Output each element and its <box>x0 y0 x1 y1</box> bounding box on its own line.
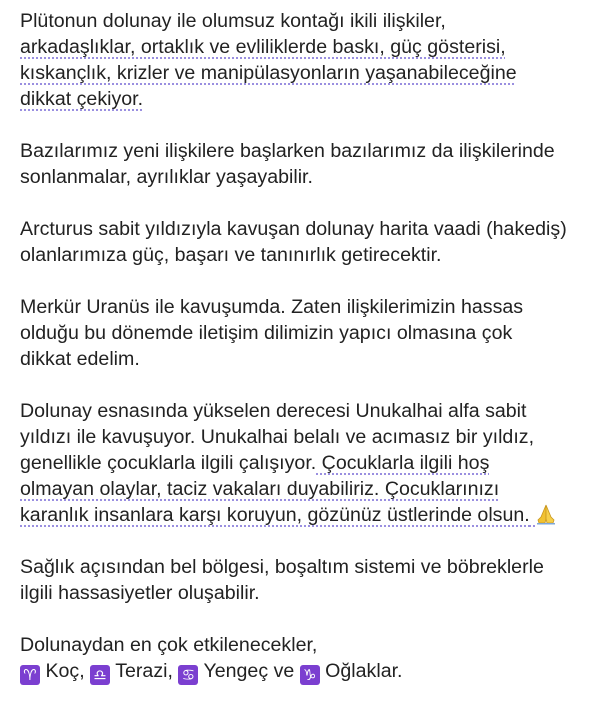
text-line: olmayan olaylar, taciz vakaları duyabiliriz. Çocuklarınızı <box>20 478 500 500</box>
paragraph-pluto <box>20 8 590 112</box>
text-line: ilgili hassasiyetler oluşabilir. <box>20 582 260 604</box>
text-line: sonlanmalar, ayrılıklar yaşayabilir. <box>20 166 313 188</box>
sign-label: Oğlaklar. <box>319 660 403 682</box>
text-line: kıskançlık, krizler ve manipülasyonların yaşanabileceğine <box>20 62 517 84</box>
text-line: Bazılarımız yeni ilişkilere başlarken bazılarımız da ilişkilerinde <box>20 140 555 162</box>
text-line: olduğu bu dönemde iletişim dilimizin yapıcı olmasına çok <box>20 322 513 344</box>
paragraph-relationships <box>20 138 590 190</box>
text-line: Merkür Uranüs ile kavuşumda. Zaten ilişkilerimizin hassas <box>20 296 524 318</box>
text-line <box>20 450 590 476</box>
paragraph-affected-signs <box>20 632 590 685</box>
text-line: arkadaşlıklar, ortaklık ve evliliklerde baskı, güç gösterisi, <box>20 36 506 58</box>
libra-icon: ♎ <box>90 665 110 685</box>
text-line: Dolunaydan en çok etkilenecekler, <box>20 634 318 656</box>
text-line: Plütonun dolunay ile olumsuz kontağı ikili ilişkiler, <box>20 10 446 32</box>
post-body <box>20 8 590 711</box>
text-line: dikkat edelim. <box>20 348 140 370</box>
paragraph-mercury <box>20 294 590 372</box>
text-line: olanlarımıza güç, başarı ve tanınırlık getirecektir. <box>20 244 442 266</box>
folded-hands-icon <box>535 503 557 525</box>
zodiac-list <box>20 658 590 685</box>
text-line: Arcturus sabit yıldızıyla kavuşan dolunay harita vaadi (hakediş) <box>20 218 567 240</box>
aries-icon: ♈ <box>20 665 40 685</box>
text-line: Dolunay esnasında yükselen derecesi Unukalhai alfa sabit <box>20 400 527 422</box>
text-segment: karanlık insanlara karşı koruyun, gözünüz üstlerinde olsun. <box>20 504 530 526</box>
paragraph-unukalhai <box>20 398 590 528</box>
text-line: Sağlık açısından bel bölgesi, boşaltım sistemi ve böbreklerle <box>20 556 544 578</box>
cancer-icon: ♋ <box>178 665 198 685</box>
text-line: yıldızı ile kavuşuyor. Unukalhai belalı ve acımasız bir yıldız, <box>20 426 535 448</box>
text-segment: Çocuklarla ilgili hoş <box>316 452 490 474</box>
sign-label: Koç, <box>40 660 85 682</box>
text-line <box>20 502 590 528</box>
sign-label: Terazi, <box>110 660 173 682</box>
paragraph-health <box>20 554 590 606</box>
paragraph-arcturus <box>20 216 590 268</box>
text-line: dikkat çekiyor. <box>20 88 144 110</box>
capricorn-icon: ♑ <box>300 665 320 685</box>
sign-label: Yengeç ve <box>198 660 295 682</box>
text-segment: genellikle çocuklarla ilgili çalışıyor. <box>20 452 317 474</box>
